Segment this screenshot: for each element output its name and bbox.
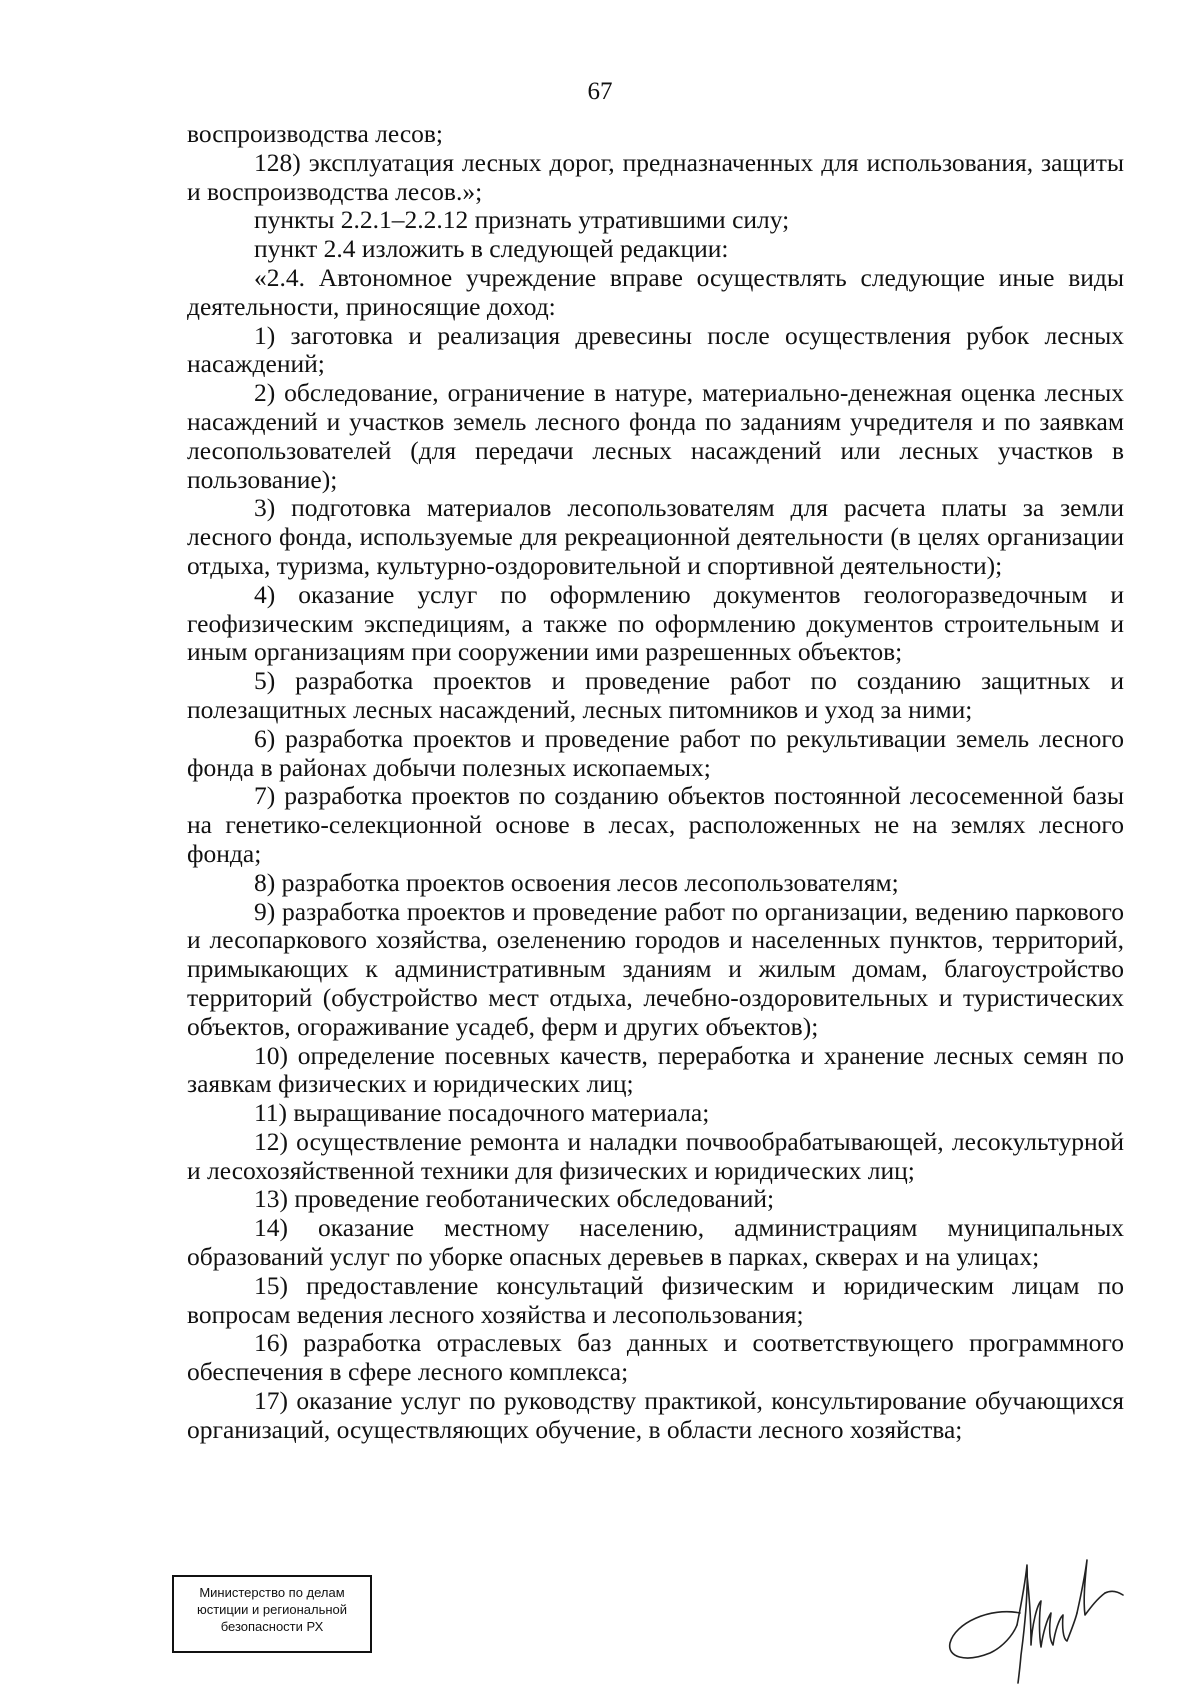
stamp-line: юстиции и региональной bbox=[196, 1602, 348, 1617]
list-item: 2) обследование, ограничение в натуре, материально-денежная оценка лесных насаждений и участков земель лесного фонда по заданиям учредителя и по заявкам лесопользователей (для передачи лесных насаждений или лесных участков в пользование); bbox=[187, 378, 1124, 494]
list-item: 7) разработка проектов по созданию объектов постоянной лесосеменной базы на генетико-селекционной основе в лесах, расположенных не на землях лесного фонда; bbox=[187, 781, 1124, 868]
list-item: 6) разработка проектов и проведение работ по рекультивации земель лесного фонда в районах добычи полезных ископаемых; bbox=[187, 723, 1124, 782]
list-item: 4) оказание услуг по оформлению документов геологоразведочным и геофизическим экспедициям, а также по оформлению документов строительным и иным организациям при сооружении ими разрешенных объектов; bbox=[187, 579, 1124, 667]
signature-icon bbox=[935, 1535, 1135, 1685]
paragraph: воспроизводства лесов; bbox=[187, 119, 444, 148]
paragraph: пункты 2.2.1–2.2.12 признать утратившими силу; bbox=[254, 205, 790, 235]
list-item: 10) определение посевных качеств, переработка и хранение лесных семян по заявкам физических и юридических лиц; bbox=[187, 1040, 1124, 1099]
list-item: 17) оказание услуг по руководству практикой, консультирование обучающихся организаций, осуществляющих обучение, в области лесного хозяйства; bbox=[187, 1386, 1124, 1444]
list-item: 16) разработка отраслевых баз данных и соответствующего программного обеспечения в сфере лесного комплекса; bbox=[187, 1328, 1124, 1387]
list-item: 3) подготовка материалов лесопользователям для расчета платы за земли лесного фонда, используемые для рекреационной деятельности (в целях организации отдыха, туризма, культурно-оздоровительной и спортивной деятельности); bbox=[187, 493, 1124, 580]
list-item: 14) оказание местному населению, администрациям муниципальных образований услуг по уборке опасных деревьев в парках, скверах и на улицах; bbox=[187, 1213, 1124, 1272]
list-item: 8) разработка проектов освоения лесов лесопользователям; bbox=[254, 867, 899, 897]
list-item: 9) разработка проектов и проведение работ по организации, ведению паркового и лесопаркового хозяйства, озеленению городов и населенных пунктов, территорий, примыкающих к административным зданиям и жилым домам, благоустройство территорий (обустройство мест отдыха, лечебно-оздоровительных и туристических объектов, огораживание усадеб, ферм и других объектов); bbox=[187, 896, 1124, 1041]
paragraph: «2.4. Автономное учреждение вправе осуществлять следующие иные виды деятельности, приносящие доход: bbox=[187, 262, 1124, 321]
paragraph: 128) эксплуатация лесных дорог, предназначенных для использования, защиты и воспроизводства лесов.»; bbox=[187, 147, 1124, 206]
list-item: 1) заготовка и реализация древесины после осуществления рубок лесных насаждений; bbox=[187, 320, 1124, 379]
list-item: 11) выращивание посадочного материала; bbox=[254, 1098, 710, 1128]
page-number: 67 bbox=[587, 78, 613, 105]
document-body bbox=[187, 120, 1124, 1445]
paragraph: пункт 2.4 изложить в следующей редакции: bbox=[254, 234, 729, 264]
stamp-line: безопасности РХ bbox=[220, 1619, 324, 1634]
ministry-stamp bbox=[172, 1575, 372, 1653]
list-item: 15) предоставление консультаций физическим и юридическим лицам по вопросам ведения лесного хозяйства и лесопользования; bbox=[187, 1270, 1124, 1329]
list-item: 13) проведение геоботанических обследований; bbox=[254, 1184, 775, 1214]
list-item: 5) разработка проектов и проведение работ по созданию защитных и полезащитных лесных насаждений, лесных питомников и уход за ними; bbox=[187, 666, 1124, 724]
list-item: 12) осуществление ремонта и наладки почвообрабатывающей, лесокультурной и лесохозяйственной техники для физических и юридических лиц; bbox=[187, 1126, 1124, 1185]
stamp-line: Министерство по делам bbox=[199, 1585, 345, 1600]
